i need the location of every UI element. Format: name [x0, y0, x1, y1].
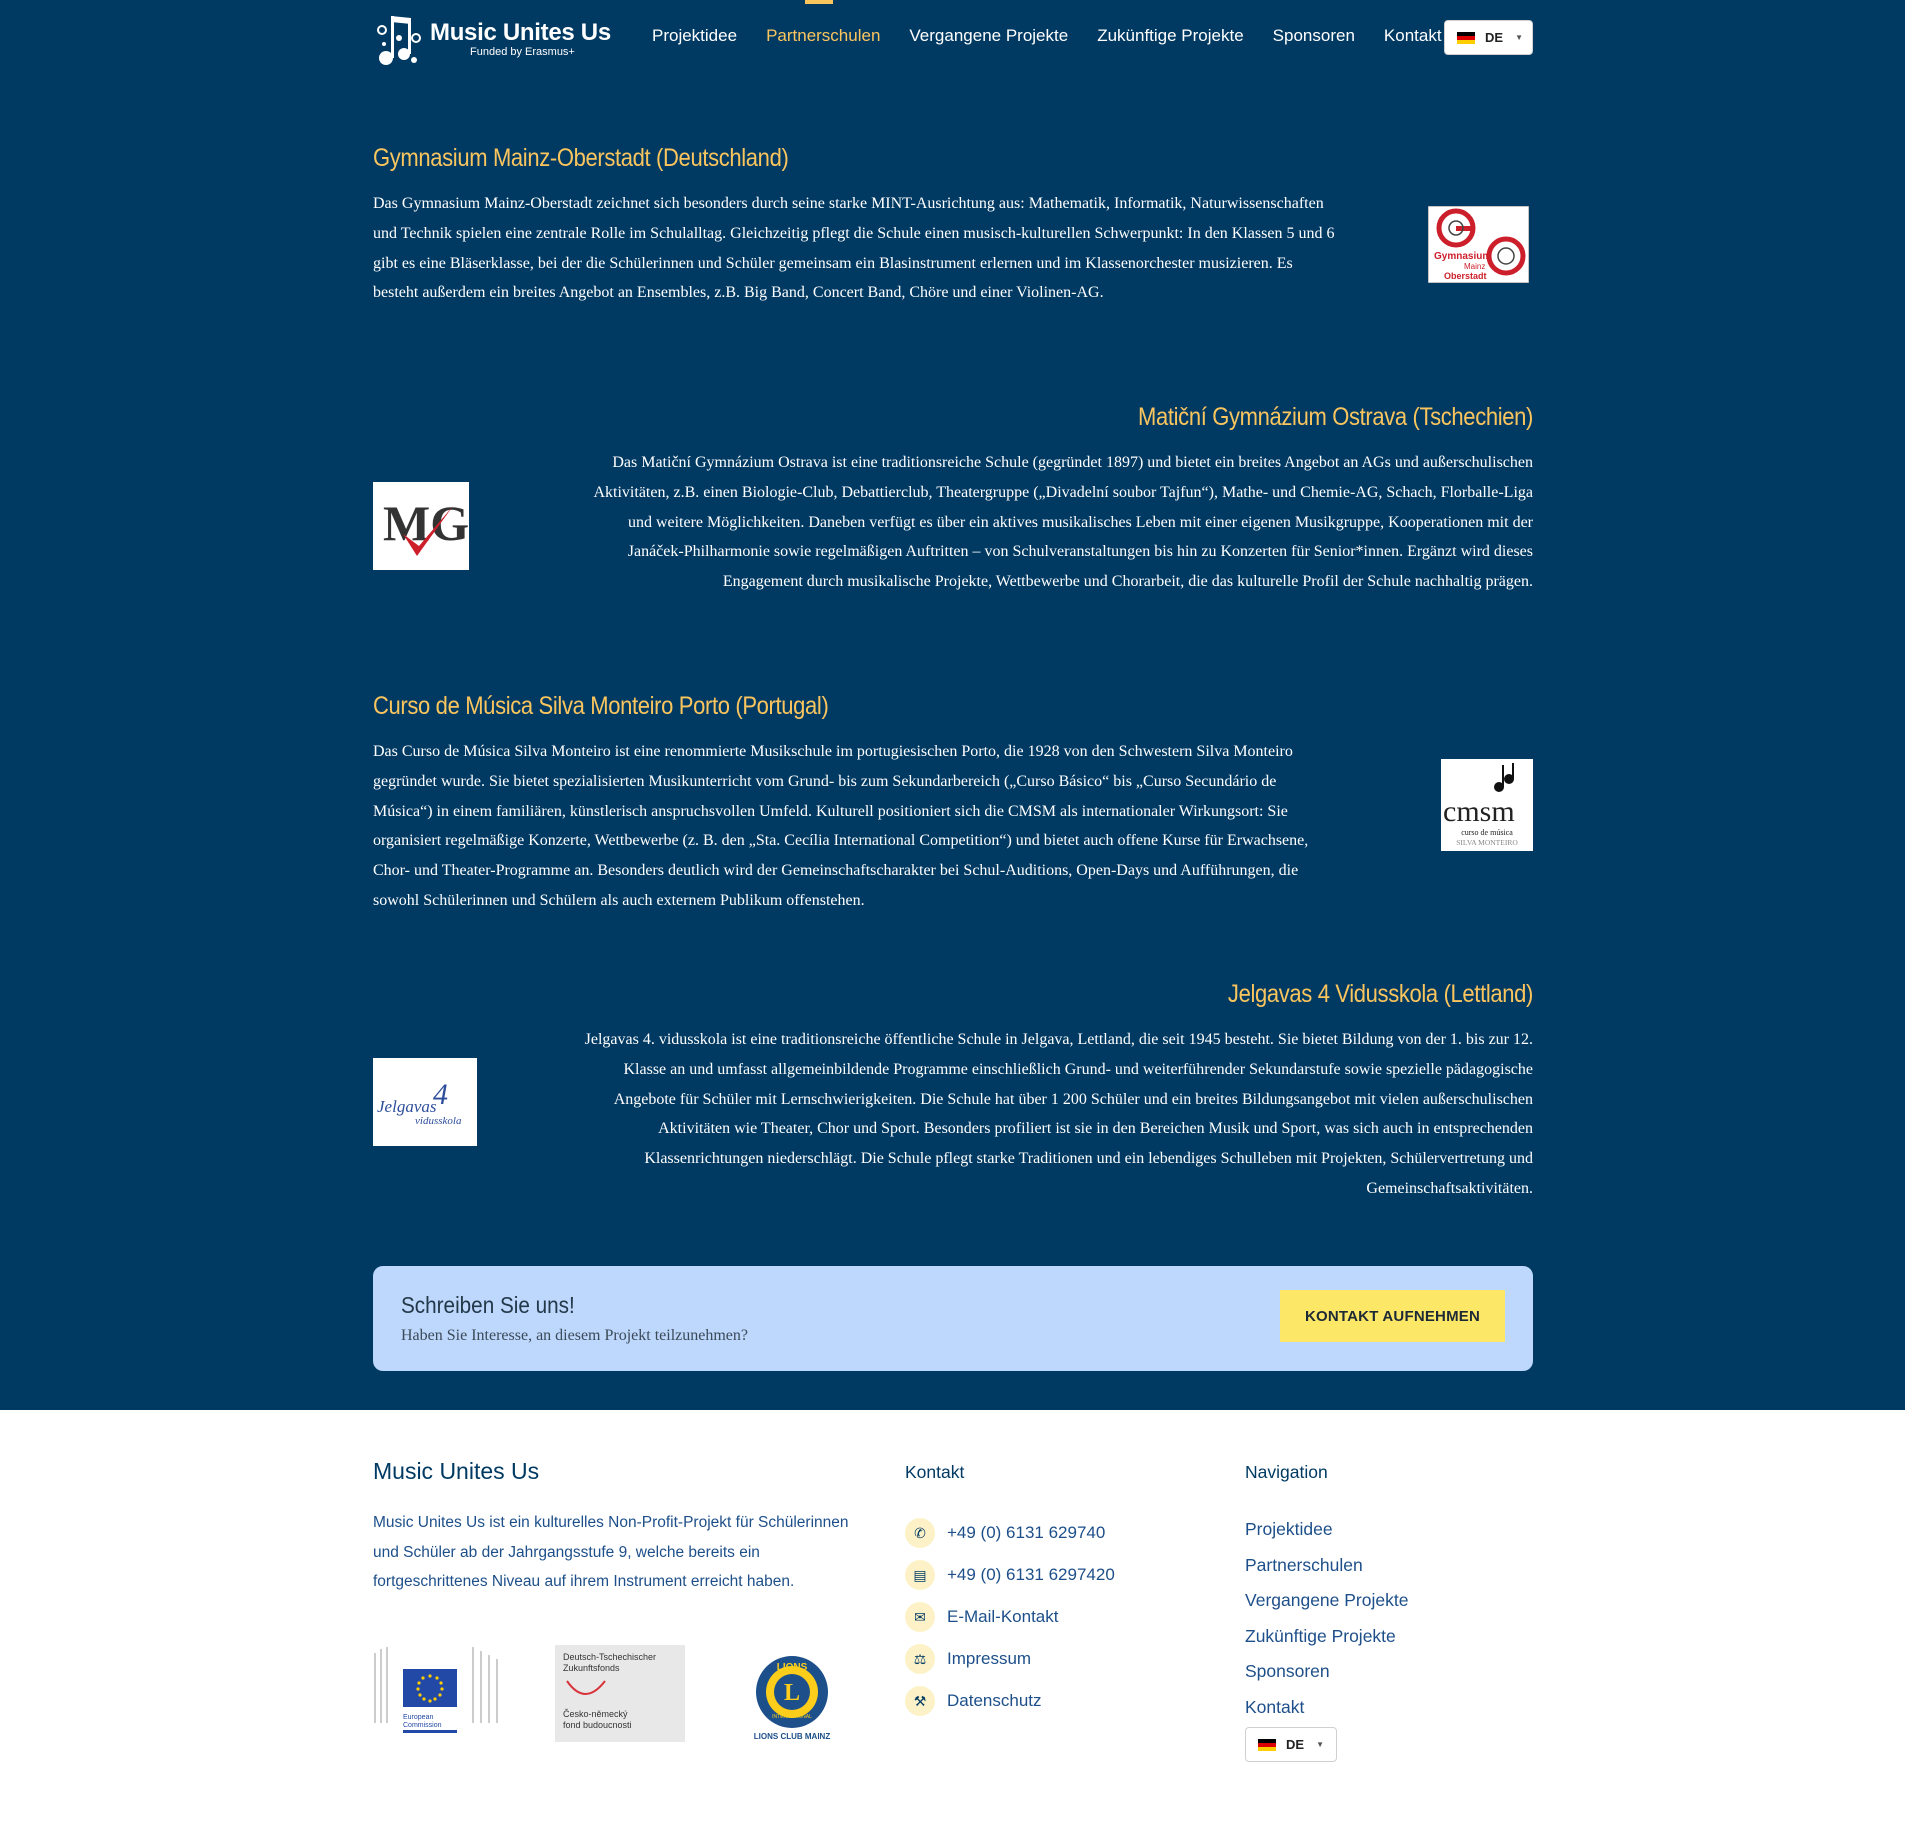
footer-nav-sponsoren[interactable]: Sponsoren [1245, 1661, 1330, 1682]
jelgava-logo-line-3: vidusskola [415, 1115, 462, 1127]
zukunftsfonds-logo[interactable] [555, 1645, 685, 1742]
porto-logo-sub-2: SILVA MONTEIRO [1456, 838, 1518, 847]
main-navigation [652, 26, 1471, 46]
school-text-jelgava: Jelgavas 4. vidusskola ist eine traditionsreiche öffentliche Schule in Jelgava, Lettland, die seit 1945 besteht. Sie bietet Bildung von der 1. bis zur 12. Klasse an und umfasst allgemeinbildende Programme einschließlich Grund- und weiterführender Sekundarstufe sowie spezielle pädagogische Angebote für Schüler mit Lernschwierigkeiten. Die Schule hat über 1 200 Schüler und ein breites Bildungsangebot mit vielen außerschulischen Aktivitäten wie Theater, Chor und Sport. Besonders profiliert ist sie in den Bereichen Musik und Sport, was sich auch in entsprechenden Klassenrichtungen niederschlägt. Die Schule pflegt starke Traditionen und ein lebendiges Schulleben mit Projekten, Schülervertretung und Gemeinschaftsaktivitäten. [584, 1031, 1533, 1197]
footer-navigation-title: Navigation [1245, 1462, 1328, 1482]
language-switcher-header[interactable] [1444, 20, 1533, 55]
language-switcher-footer[interactable] [1245, 1727, 1337, 1762]
nav-item-partnerschulen[interactable]: Partnerschulen [766, 26, 881, 45]
brand-subtitle: Funded by Erasmus+ [470, 46, 575, 58]
school-text-porto: Das Curso de Música Silva Monteiro ist eine renommierte Musikschule im portugiesischen Porto, die 1928 von den Schwestern Silva Monteiro gegründet wurde. Sie bietet spezialisierten Musikunterricht vom Grund- bis zum Sekundarbereich („Curso Básico“ bis „Curso Secundário de Música“) in einem familiären, künstlerisch anspruchsvollen Umfeld. Kulturell positioniert sich die CMSM als internationaler Wirkungsort: Sie organisiert regelmäßige Konzerte, Wettbewerbe (z. B. den „Sta. Cecília International Competition“) und bietet auch offene Kurse für Erwachsene, Chor- und Theater-Programme an. Besonders deutlich wird der Gemeinschaftscharakter bei Schul-Auditions, Open-Days und Aufführungen, die sowohl Schülerinnen und Schülern als auch externem Publikum offenstehen. [373, 743, 1309, 909]
fund-logo-line-2: Zukunftsfonds [563, 1663, 620, 1673]
school-logo-porto [1441, 759, 1533, 851]
nav-item-vergangene-projekte[interactable]: Vergangene Projekte [909, 26, 1069, 45]
nav-item-projektidee[interactable]: Projektidee [652, 26, 738, 45]
school-logo-ostrava [373, 482, 469, 570]
eu-commission-logo[interactable] [373, 1643, 504, 1736]
contact-datenschutz[interactable] [905, 1680, 1115, 1722]
fund-logo-line-4: fond budoucnosti [563, 1720, 632, 1730]
mainz-logo-line-1: Gymnasium [1434, 251, 1492, 262]
nav-item-kontakt[interactable]: Kontakt [1383, 26, 1442, 45]
contact-fax[interactable] [905, 1554, 1115, 1596]
ostrava-logo-text: MG [383, 495, 469, 551]
cta-title: Schreiben Sie uns! [401, 1292, 575, 1318]
site-logo[interactable] [374, 6, 614, 72]
footer-nav-vergangene-projekte[interactable]: Vergangene Projekte [1245, 1590, 1409, 1611]
footer-about-title: Music Unites Us [373, 1458, 540, 1484]
footer-contact-title: Kontakt [905, 1462, 965, 1482]
porto-logo-sub-1: curso de música [1461, 828, 1513, 837]
contact-impressum[interactable] [905, 1638, 1115, 1680]
footer-nav-partnerschulen[interactable]: Partnerschulen [1245, 1554, 1363, 1575]
footer-language-label: DE [1286, 1737, 1305, 1752]
contact-email-label: E-Mail-Kontakt [947, 1607, 1059, 1626]
eu-logo-line-1: European [403, 1714, 434, 1721]
scale-icon: ⚖ [905, 1644, 935, 1674]
contact-phone[interactable] [905, 1512, 1115, 1554]
footer-about-text: Music Unites Us ist ein kulturelles Non-Profit-Projekt für Schülerinnen und Schüler ab der Jahrgangsstufe 9, welche bereits ein fortgeschrittenes Niveau auf ihrem Instrument erreicht haben. [373, 1514, 849, 1590]
lions-logo-international: INTERNATIONAL [772, 1714, 812, 1720]
contact-call-to-action [373, 1266, 1533, 1371]
caret-down-icon: ▼ [1316, 1740, 1324, 1749]
footer-nav-zukuenftige-projekte[interactable]: Zukünftige Projekte [1245, 1625, 1396, 1646]
footer-nav-kontakt[interactable]: Kontakt [1245, 1696, 1305, 1717]
school-logo-mainz [1428, 206, 1529, 283]
lions-logo-top: LIONS [776, 1662, 808, 1673]
school-title-mainz: Gymnasium Mainz-Oberstadt (Deutschland) [373, 144, 789, 172]
gavel-icon: ⚒ [905, 1686, 935, 1716]
envelope-icon: ✉ [905, 1602, 935, 1632]
fax-icon: ▤ [905, 1560, 935, 1590]
contact-fax-label: +49 (0) 6131 6297420 [947, 1565, 1115, 1584]
contact-email[interactable] [905, 1596, 1115, 1638]
jelgava-logo-line-2: 4 [433, 1078, 448, 1111]
lions-club-mainz-logo[interactable] [745, 1646, 840, 1744]
footer-contact-list [905, 1512, 1115, 1722]
german-flag-icon [1258, 1739, 1276, 1751]
fund-logo-line-3: Česko-německý [563, 1709, 628, 1719]
nav-item-sponsoren[interactable]: Sponsoren [1272, 26, 1355, 45]
nav-item-zukuenftige-projekte[interactable]: Zukünftige Projekte [1097, 26, 1244, 45]
language-label: DE [1485, 30, 1504, 45]
fund-logo-line-1: Deutsch-Tschechischer [563, 1652, 657, 1662]
music-notes-logo-icon [374, 8, 422, 70]
lions-logo-letter: L [783, 1680, 801, 1706]
jelgava-logo-line-1: Jelgavas [377, 1097, 437, 1116]
porto-logo-text: cmsm [1443, 795, 1515, 828]
school-title-jelgava: Jelgavas 4 Vidusskola (Lettland) [1227, 980, 1533, 1008]
contact-impressum-label: Impressum [947, 1649, 1032, 1668]
school-text-ostrava: Das Matiční Gymnázium Ostrava ist eine traditionsreiche Schule (gegründet 1897) und bietet ein breites Angebot an AGs und außerschulischen Aktivitäten, z.B. einen Biologie-Club, Debattierclub, Theatergruppe („Divadelní soubor Tajfun“), Mathe- und Chemie-AG, Schach, Florballe-Liga und weitere Möglichkeiten. Daneben verfügt es über ein aktives musikalisches Leben mit einer eigenen Musikgruppe, Kooperationen mit der Janáček-Philharmonie sowie regelmäßigen Auftritten – von Schulveranstaltungen bis hin zu Konzerten für Senior*innen. Ergänzt wird dieses Engagement durch musikalische Projekte, Wettbewerbe und Chorarbeit, die das kulturelle Profil der Schule nachhaltig prägen. [593, 454, 1533, 591]
school-title-porto: Curso de Música Silva Monteiro Porto (Portugal) [373, 692, 829, 720]
german-flag-icon [1457, 32, 1475, 44]
contact-phone-label: +49 (0) 6131 629740 [947, 1523, 1106, 1542]
school-logo-jelgava [373, 1058, 477, 1146]
lions-logo-bottom: LIONS CLUB MAINZ [753, 1732, 831, 1741]
active-nav-marker [805, 0, 833, 4]
contact-datenschutz-label: Datenschutz [947, 1691, 1042, 1710]
phone-icon: ✆ [905, 1518, 935, 1548]
brand-title: Music Unites Us [430, 19, 611, 46]
school-title-ostrava: Matiční Gymnázium Ostrava (Tschechien) [1138, 403, 1533, 431]
footer-navigation-list [1245, 1512, 1408, 1726]
contact-button[interactable]: KONTAKT AUFNEHMEN [1280, 1290, 1505, 1342]
cta-subtitle: Haben Sie Interesse, an diesem Projekt teilzunehmen? [401, 1327, 748, 1344]
caret-down-icon: ▼ [1515, 33, 1523, 42]
mainz-logo-line-3: Oberstadt [1444, 271, 1487, 281]
footer-nav-projektidee[interactable]: Projektidee [1245, 1519, 1333, 1539]
school-text-mainz: Das Gymnasium Mainz-Oberstadt zeichnet sich besonders durch seine starke MINT-Ausrichtung aus: Mathematik, Informatik, Naturwissenschaften und Technik spielen eine zentrale Rolle im Schulalltag. Gleichzeitig pflegt die Schule einen musisch-kulturellen Schwerpunkt: In den Klassen 5 und 6 gibt es eine Bläserklasse, bei der die Schülerinnen und Schüler gemeinsam ein Blasinstrument erlernen und im Klassenorchester musizieren. Es besteht außerdem ein breites Angebot an Ensembles, z.B. Big Band, Concert Band, Chöre und einer Violinen-AG. [373, 195, 1335, 302]
eu-logo-line-2: Commission [403, 1722, 442, 1729]
mainz-logo-line-2: Mainz [1464, 262, 1486, 271]
